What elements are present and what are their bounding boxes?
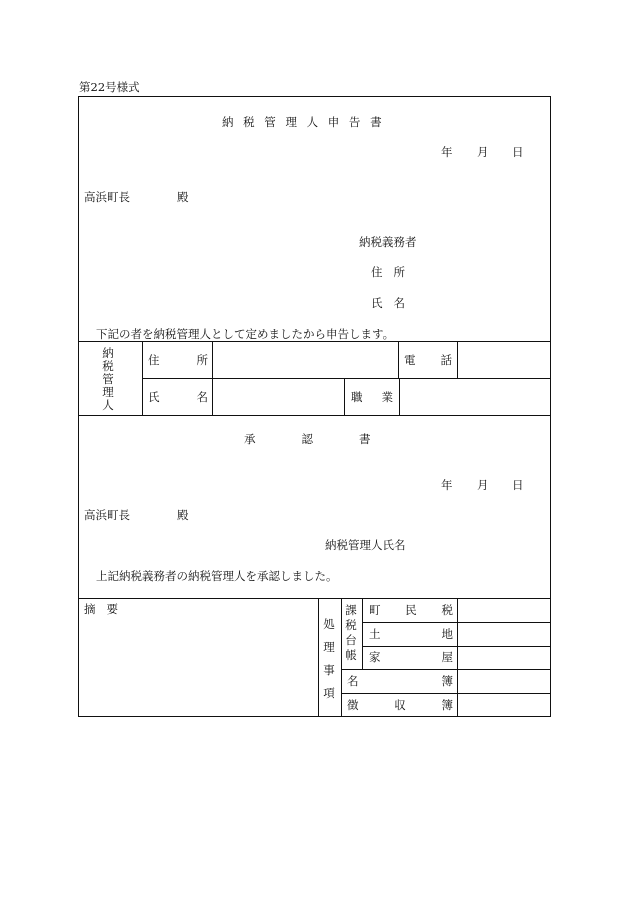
summary-label: 摘 要: [84, 602, 118, 616]
date-month-label: 月: [477, 145, 489, 159]
approval-date-day: 日: [512, 478, 524, 492]
date-day-label: 日: [512, 145, 524, 159]
approval-honorific: 殿: [177, 508, 189, 522]
processing-divider: [341, 598, 342, 717]
manager-occupation-label: 職 業: [351, 390, 393, 404]
manager-address-label: 住 所: [148, 353, 208, 367]
ledger-item-label: 町 民 税: [369, 603, 453, 617]
addressee: 高浜町長: [84, 190, 130, 204]
ledger-item-label: 家 屋: [369, 650, 453, 664]
form-title: 納 税 管 理 人 申 告 書: [222, 115, 385, 129]
processing-divider: [457, 598, 458, 717]
approval-title: 承 認 書: [244, 432, 371, 446]
table-middle-border: [142, 378, 550, 379]
honorific: 殿: [177, 190, 189, 204]
approval-text: 上記納税義務者の納税管理人を承認しました。: [96, 569, 338, 583]
processing-divider: [318, 598, 319, 717]
table-bottom-border: [79, 415, 550, 416]
declarant-name-label: 氏 名: [371, 296, 405, 310]
manager-phone-label: 電 話: [404, 353, 452, 367]
date-year-label: 年: [441, 145, 453, 159]
approval-date-year: 年: [441, 478, 453, 492]
ledger-item-land: [369, 628, 453, 641]
table-top-border: [79, 341, 550, 342]
table-divider: [344, 378, 345, 415]
processing-row-line: [362, 622, 550, 623]
processing-row-line: [341, 693, 550, 694]
tax-ledger-label: 課税台帳: [345, 603, 357, 662]
declaration-text: 下記の者を納税管理人として定めましたから申告します。: [96, 327, 395, 341]
declarant-address-label: 住 所: [371, 265, 405, 279]
table-divider: [212, 341, 213, 415]
processing-row-line: [362, 646, 550, 647]
processing-divider: [362, 598, 363, 669]
form-number: 第22号様式: [79, 80, 140, 94]
roster-label: 名 簿: [347, 674, 453, 688]
processing-items-label: 処理事項: [323, 617, 335, 700]
approval-manager-name-label: 納税管理人氏名: [325, 538, 406, 552]
table-divider: [142, 341, 143, 415]
ledger-item-resident-tax: [369, 604, 453, 617]
manager-name-label: 氏 名: [148, 390, 208, 404]
declarant-label: 納税義務者: [359, 235, 417, 249]
table-divider: [399, 378, 400, 415]
table-divider: [457, 341, 458, 378]
collection-ledger-label: 徴 収 簿: [347, 698, 453, 712]
ledger-item-house: [369, 651, 453, 664]
approval-addressee: 高浜町長: [84, 508, 130, 522]
table-divider: [398, 341, 399, 378]
approval-date-month: 月: [477, 478, 489, 492]
form-frame: [78, 96, 551, 717]
manager-row-header: 納税管理人: [102, 346, 114, 412]
ledger-item-label: 土 地: [369, 627, 453, 641]
processing-top-border: [79, 598, 550, 599]
processing-row-line: [341, 669, 550, 670]
